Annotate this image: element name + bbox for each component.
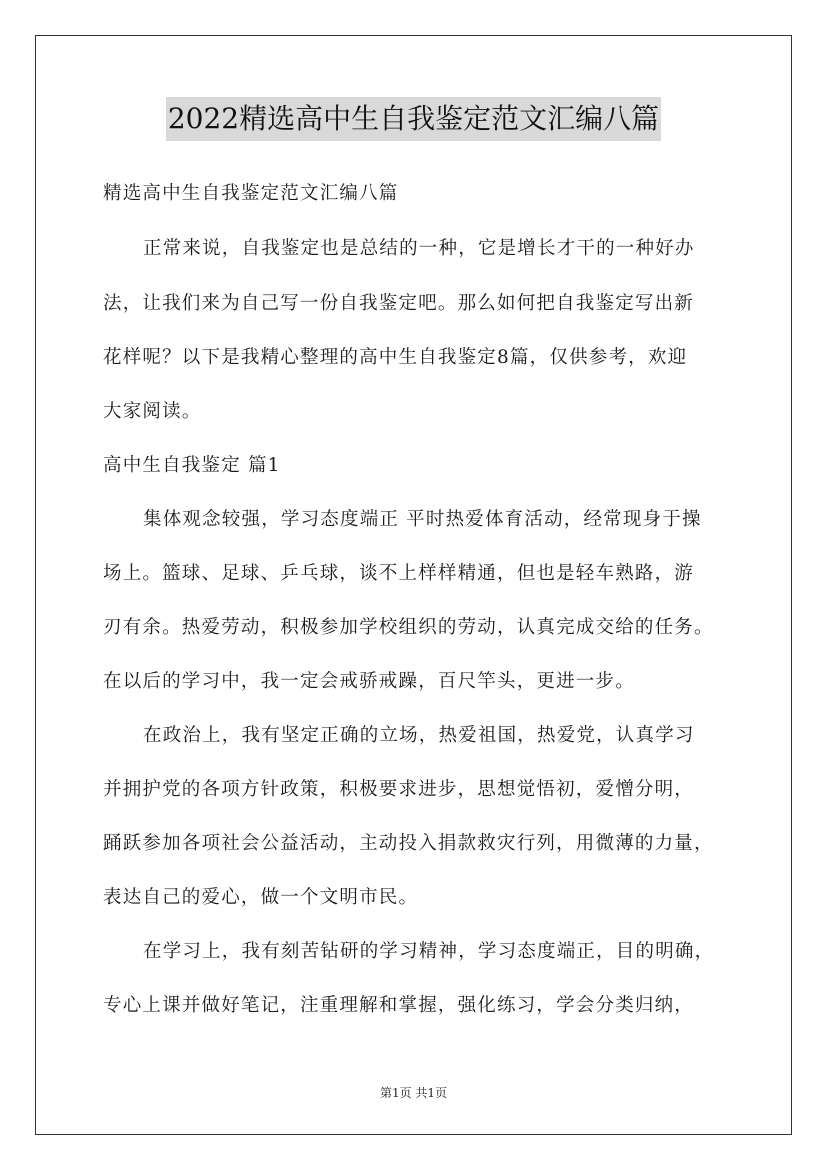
paragraph-line: 专心上课并做好笔记，注重理解和掌握，强化练习，学会分类归纳， — [103, 995, 695, 1016]
paragraph-line: 表达自己的爱心，做一个文明市民。 — [103, 887, 419, 908]
paragraph-line: 刃有余。热爱劳动，积极参加学校组织的劳动，认真完成交给的任务。 — [103, 617, 714, 638]
paragraph-line: 法，让我们来为自己写一份自我鉴定吧。那么如何把自我鉴定写出新 — [103, 293, 695, 314]
paragraph-line: 花样呢？以下是我精心整理的高中生自我鉴定8篇，仅供参考，欢迎 — [103, 347, 688, 368]
paragraph-line: 大家阅读。 — [103, 401, 202, 422]
paragraph-line: 踊跃参加各项社会公益活动，主动投入捐款救灾行列，用微薄的力量， — [103, 833, 714, 854]
section-heading: 高中生自我鉴定 篇1 — [103, 455, 281, 476]
document-title: 2022精选高中生自我鉴定范文汇编八篇 — [166, 97, 661, 141]
paragraph-line: 场上。篮球、足球、乒乓球，谈不上样样精通，但也是轻车熟路，游 — [103, 563, 695, 584]
paragraph-line: 在学习上，我有刻苦钻研的学习精神，学习态度端正，目的明确， — [143, 941, 715, 962]
paragraph-line: 在以后的学习中，我一定会戒骄戒躁，百尺竿头，更进一步。 — [103, 671, 635, 692]
paragraph-line: 并拥护党的各项方针政策，积极要求进步，思想觉悟初，爱憎分明， — [103, 779, 695, 800]
paragraph-line: 在政治上，我有坚定正确的立场，热爱祖国，热爱党，认真学习 — [143, 725, 695, 746]
paragraph-line: 集体观念较强，学习态度端正 平时热爱体育活动，经常现身于操 — [143, 509, 702, 530]
title-wrap — [0, 97, 827, 141]
paragraph-line: 正常来说，自我鉴定也是总结的一种，它是增长才干的一种好办 — [143, 238, 695, 259]
subtitle-line: 精选高中生自我鉴定范文汇编八篇 — [103, 183, 399, 204]
page-footer: 第1页 共1页 — [379, 1086, 448, 1100]
